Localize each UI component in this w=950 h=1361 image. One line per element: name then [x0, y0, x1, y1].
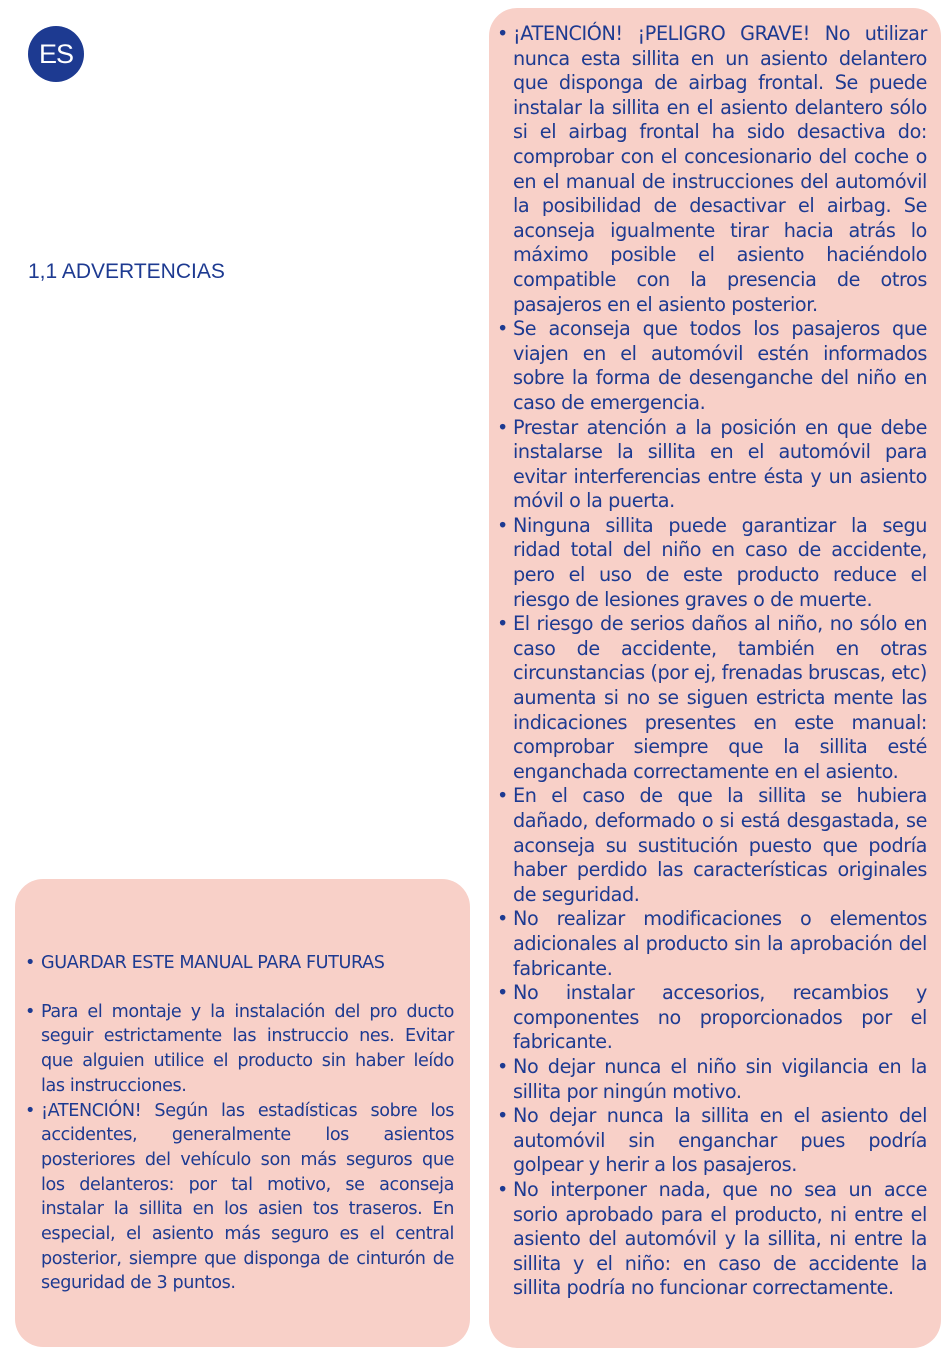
- warning-item: • Se aconseja que todos los pasajeros que viajen en el automóvil estén informados sobre la forma de desenganche del niño en caso de emergencia.: [497, 317, 927, 415]
- warning-item: • ¡ATENCIÓN! Según las estadísticas sobre los accidentes, generalmente los asientos posteriores del vehículo son más seguros que los delanteros: por tal motivo, se aconseja instalar la sillita en los asien tos traseros. En especial, el asiento más seguro es el central posterior, siempre que disponga de cinturón de seguridad de 3 puntos.: [25, 1099, 454, 1297]
- language-badge: ES: [28, 26, 84, 82]
- warning-item: • No dejar nunca la sillita en el asiento del automóvil sin enganchar pues podría golpear y herir a los pasajeros.: [497, 1104, 927, 1178]
- warning-item: • No realizar modificaciones o elementos adicionales al producto sin la aprobación del fabricante.: [497, 907, 927, 981]
- right-warning-list: [497, 22, 927, 1301]
- warning-item: • No instalar accesorios, recambios y componentes no proporcionados por el fabricante.: [497, 981, 927, 1055]
- right-warning-box: [489, 8, 941, 1348]
- warning-item: • ¡ATENCIÓN! ¡PELIGRO GRAVE! No utilizar nunca esta sillita en un asiento delantero que disponga de airbag frontal. Se puede instalar la sillita en el asiento delantero sólo si el airbag frontal ha sido desactiva do: comprobar con el concesionario del coche o en el manual de instrucciones del automóvil la posibilidad de desactivar el airbag. Se aconseja igualmente tirar hacia atrás lo máximo posible el asiento haciéndolo compatible con la presencia de otros pasajeros en el asiento posterior.: [497, 22, 927, 317]
- warning-item: • GUARDAR ESTE MANUAL PARA FUTURAS: [25, 951, 454, 976]
- left-warning-box: [15, 879, 470, 1347]
- section-title: 1,1 ADVERTENCIAS: [28, 260, 225, 283]
- warning-item: • Para el montaje y la instalación del pro ducto seguir estrictamente las instruccio nes. Evitar que alguien utilice el producto sin haber leído las instrucciones.: [25, 1000, 454, 1099]
- warning-item: • Ninguna sillita puede garantizar la segu ridad total del niño en caso de accidente, pero el uso de este producto reduce el riesgo de lesiones graves o de muerte.: [497, 514, 927, 612]
- warning-item: • No dejar nunca el niño sin vigilancia en la sillita por ningún motivo.: [497, 1055, 927, 1104]
- warning-item: • El riesgo de serios daños al niño, no sólo en caso de accidente, también en otras circunstancias (por ej, frenadas bruscas, etc) aumenta si no se siguen estricta mente las indicaciones presentes en este manual: comprobar siempre que la sillita esté enganchada correctamente en el asiento.: [497, 612, 927, 784]
- warning-item: • En el caso de que la sillita se hubiera dañado, deformado o si está desgastada, se aconseja su sustitución puesto que podría haber perdido las características originales de seguridad.: [497, 784, 927, 907]
- left-warning-list: [25, 951, 454, 1296]
- warning-item: • No interponer nada, que no sea un acce sorio aprobado para el producto, ni entre el asiento del automóvil y la sillita, ni entre la sillita y el niño: en caso de accidente la sillita podría no funcionar correctamente.: [497, 1178, 927, 1301]
- warning-item: • Prestar atención a la posición en que debe instalarse la sillita en el automóvil para evitar interferencias entre ésta y un asiento móvil o la puerta.: [497, 416, 927, 514]
